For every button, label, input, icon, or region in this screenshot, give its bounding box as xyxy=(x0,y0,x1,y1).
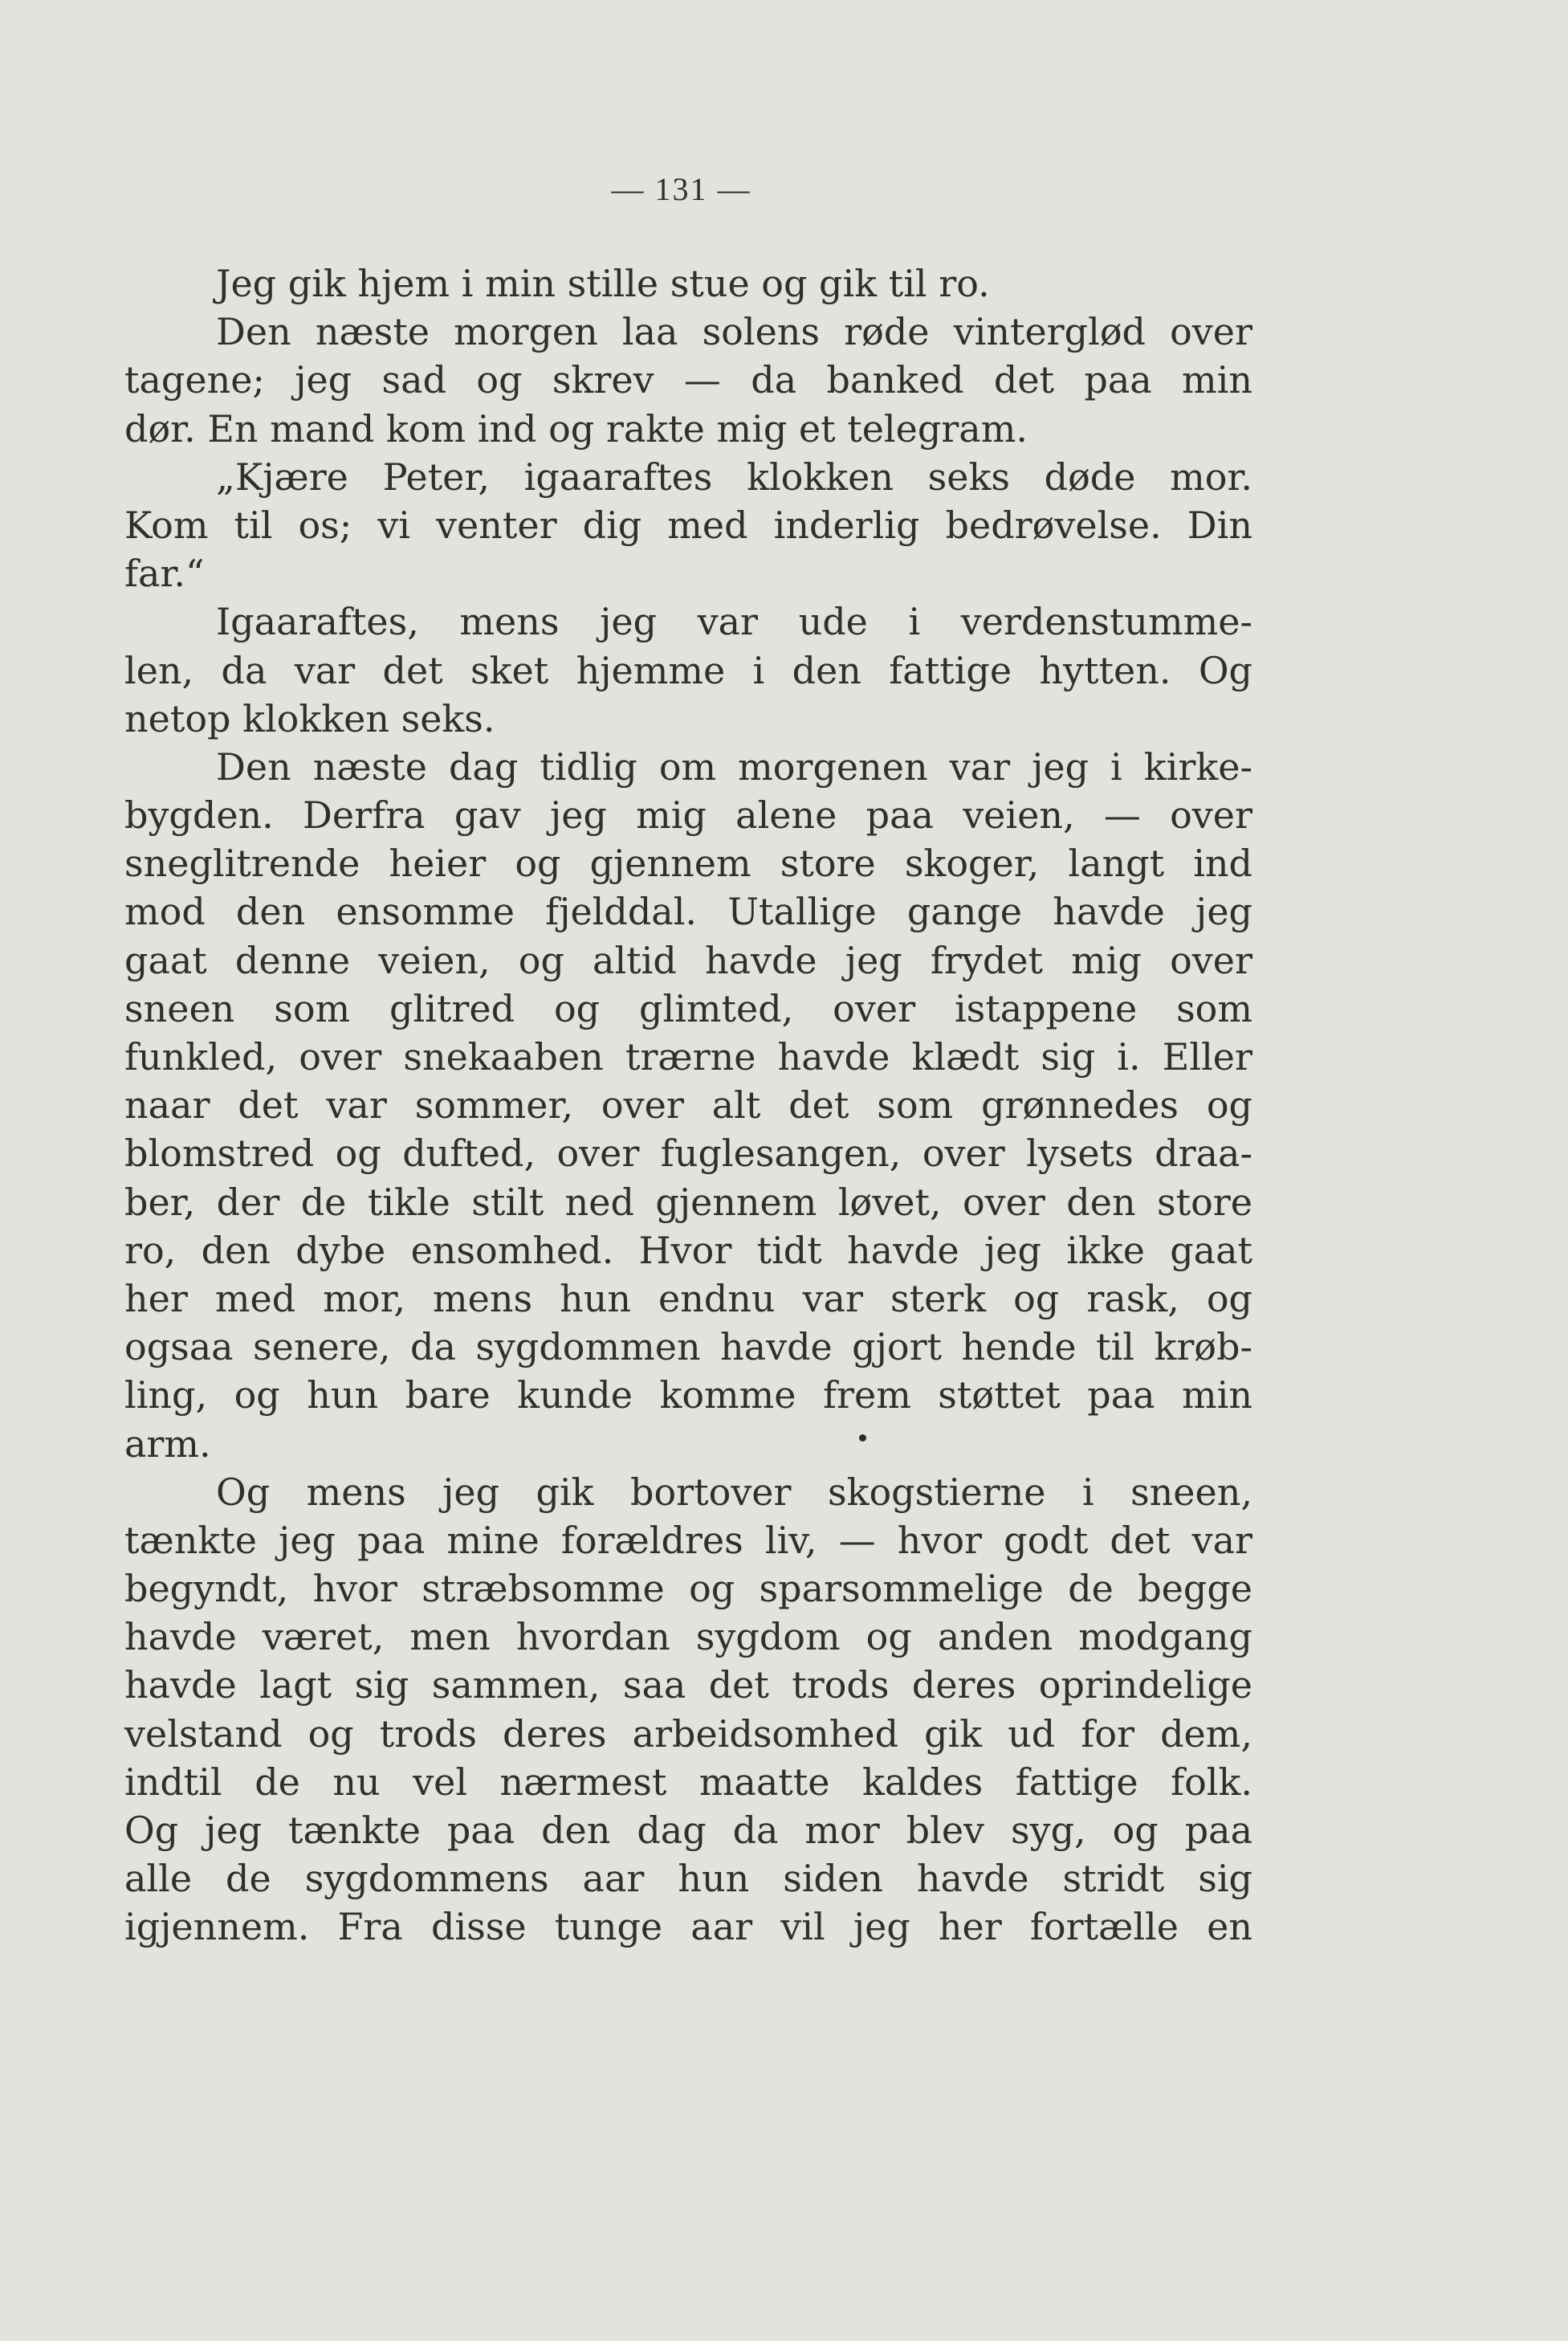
text-line: far.“ xyxy=(124,552,205,596)
text-line: tagene; jeg sad og skrev — da banked det paa min xyxy=(124,358,1252,402)
text-line: ogsaa senere, da sygdommen havde gjort hende til krøb- xyxy=(124,1325,1252,1369)
print-speck xyxy=(859,1434,866,1442)
page-number: — 131 — xyxy=(611,171,751,207)
text-line: netop klokken seks. xyxy=(124,696,495,740)
text-line: Igaaraftes, mens jeg var ude i verdenstumme- xyxy=(216,600,1252,644)
text-line: sneglitrende heier og gjennem store skoger, langt ind xyxy=(124,842,1252,886)
text-line: alle de sygdommens aar hun siden havde stridt sig xyxy=(124,1857,1252,1901)
body-text xyxy=(124,259,1252,1952)
text-line: sneen som glitred og glimted, over istappene som xyxy=(124,986,1252,1030)
text-line: mod den ensomme fjelddal. Utallige gange havde jeg xyxy=(124,890,1252,934)
text-line: Og mens jeg gik bortover skogstierne i sneen, xyxy=(216,1470,1252,1514)
text-line: ro, den dybe ensomhed. Hvor tidt havde jeg ikke gaat xyxy=(124,1228,1252,1272)
text-line: Kom til os; vi venter dig med inderlig bedrøvelse. Din xyxy=(124,503,1252,547)
text-line: ling, og hun bare kunde komme frem støttet paa min xyxy=(124,1373,1252,1417)
text-line: dør. En mand kom ind og rakte mig et telegram. xyxy=(124,406,1028,451)
text-line: velstand og trods deres arbeidsomhed gik ud for dem, xyxy=(124,1711,1252,1756)
text-line: funkled, over snekaaben trærne havde klædt sig i. Eller xyxy=(124,1035,1252,1079)
text-line: ber, der de tikle stilt ned gjennem løvet, over den store xyxy=(124,1180,1252,1224)
text-line: igjennem. Fra disse tunge aar vil jeg her fortælle en xyxy=(124,1905,1252,1949)
text-line: her med mor, mens hun endnu var sterk og rask, og xyxy=(124,1276,1252,1320)
text-line: len, da var det sket hjemme i den fattige hytten. Og xyxy=(124,648,1252,692)
text-line: indtil de nu vel nærmest maatte kaldes fattige folk. xyxy=(124,1760,1252,1804)
text-line: havde lagt sig sammen, saa det trods deres oprindelige xyxy=(124,1663,1252,1707)
text-line: Jeg gik hjem i min stille stue og gik til ro. xyxy=(216,262,990,305)
text-line: naar det var sommer, over alt det som grønnedes og xyxy=(124,1083,1252,1128)
text-line: „Kjære Peter, igaaraftes klokken seks døde mor. xyxy=(216,455,1252,499)
text-line: blomstred og dufted, over fuglesangen, over lysets draa- xyxy=(124,1132,1252,1176)
text-line: begyndt, hvor stræbsomme og sparsommelige de begge xyxy=(124,1567,1252,1611)
text-line: Den næste dag tidlig om morgenen var jeg i kirke- xyxy=(216,744,1252,789)
text-line: arm. xyxy=(124,1421,211,1466)
text-line: gaat denne veien, og altid havde jeg frydet mig over xyxy=(124,938,1252,982)
text-line: bygden. Derfra gav jeg mig alene paa veien, — over xyxy=(124,793,1252,838)
text-line: havde været, men hvordan sygdom og anden modgang xyxy=(124,1615,1252,1659)
text-line: tænkte jeg paa mine forældres liv, — hvor godt det var xyxy=(124,1518,1252,1562)
text-line: Og jeg tænkte paa den dag da mor blev syg, og paa xyxy=(124,1809,1252,1852)
text-line: Den næste morgen laa solens røde vinterglød over xyxy=(216,310,1252,354)
